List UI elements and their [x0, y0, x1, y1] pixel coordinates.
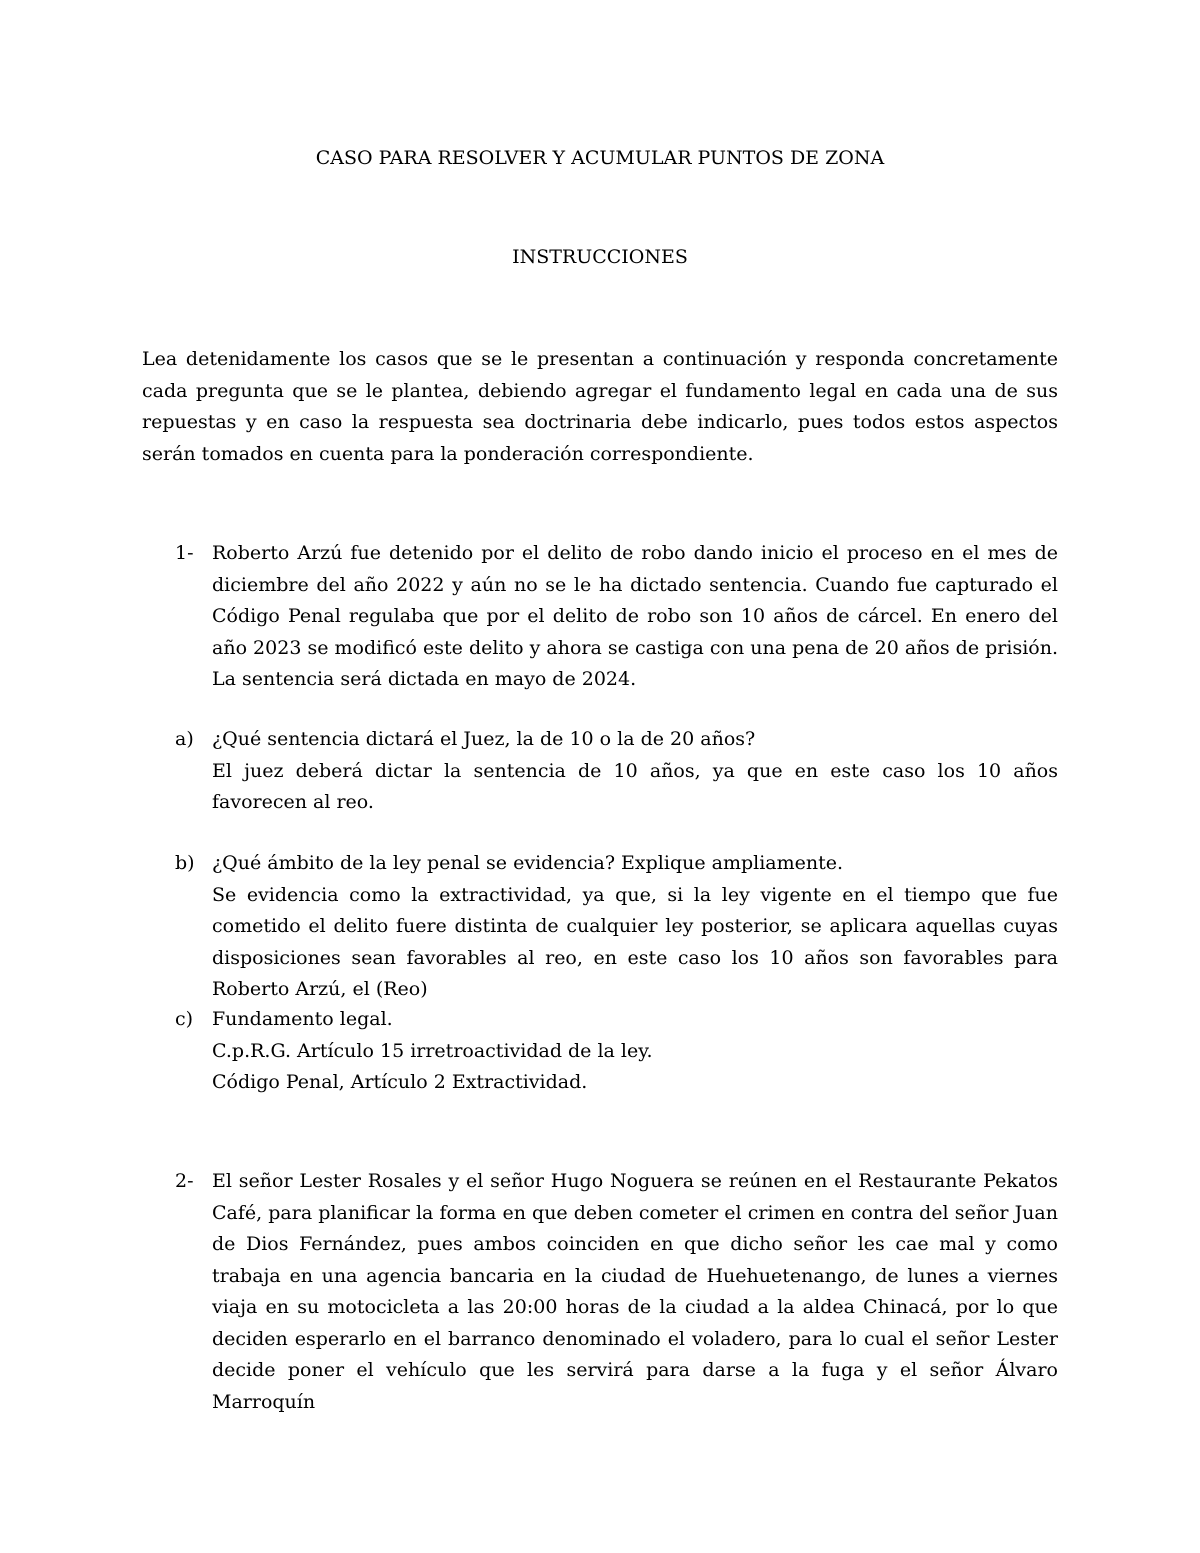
question-b-text: ¿Qué ámbito de la ley penal se evidencia? Explique ampliamente.	[212, 852, 844, 874]
question-c	[142, 1004, 1058, 1099]
question-a-answer: El juez deberá dictar la sentencia de 10 años, ya que en este caso los 10 años favorecen al reo.	[212, 759, 1058, 813]
case-2-number: 2-	[175, 1170, 194, 1192]
question-c-marker: c)	[175, 1008, 194, 1030]
case-1	[142, 538, 1058, 696]
question-a-marker: a)	[175, 728, 194, 750]
question-b-marker: b)	[175, 852, 195, 874]
question-a	[142, 724, 1058, 819]
instructions-paragraph: Lea detenidamente los casos que se le presentan a continuación y responda concretamente cada pregunta que se le plantea, debiendo agregar el fundamento legal en cada una de sus repuestas y en caso la respuesta sea doctrinaria debe indicarlo, pues todos estos aspectos serán tomados en cuenta para la ponderación correspondiente.	[142, 348, 1058, 465]
question-a-text: ¿Qué sentencia dictará el Juez, la de 10 o la de 20 años?	[212, 728, 756, 750]
case-1-number: 1-	[175, 542, 194, 564]
document-title: CASO PARA RESOLVER Y ACUMULAR PUNTOS DE ZONA	[315, 147, 885, 169]
legal-basis-heading: Fundamento legal.	[212, 1008, 393, 1030]
legal-basis-constitution: C.p.R.G. Artículo 15 irretroactividad de la ley.	[212, 1039, 653, 1062]
case-2	[142, 1166, 1058, 1418]
legal-basis-penal-code: Código Penal, Artículo 2 Extractividad.	[212, 1071, 588, 1093]
case-1-text: Roberto Arzú fue detenido por el delito de robo dando inicio el proceso en el mes de diciembre del año 2022 y aún no se le ha dictado sentencia. Cuando fue capturado el Código Penal regulaba que por el delito de robo son 10 años de cárcel. En enero del año 2023 se modificó este delito y ahora se castiga con una pena de 20 años de prisión. La sentencia será dictada en mayo de 2024.	[212, 542, 1058, 690]
instructions-heading: INSTRUCCIONES	[512, 246, 688, 268]
question-b	[142, 848, 1058, 1006]
case-2-text: El señor Lester Rosales y el señor Hugo Noguera se reúnen en el Restaurante Pekatos Café, para planificar la forma en que deben cometer el crimen en contra del señor Juan de Dios Fernández, pues ambos coinciden en que dicho señor les cae mal y como trabaja en una agencia bancaria en la ciudad de Huehuetenango, de lunes a viernes viaja en su motocicleta a las 20:00 horas de la ciudad a la aldea Chinacá, por lo que deciden esperarlo en el barranco denominado el voladero, para lo cual el señor Lester decide poner el vehículo que les servirá para darse a la fuga y el señor Álvaro Marroquín	[212, 1170, 1058, 1413]
question-b-answer: Se evidencia como la extractividad, ya que, si la ley vigente en el tiempo que fue cometido el delito fuere distinta de cualquier ley posterior, se aplicara aquellas cuyas disposiciones sean favorables al reo, en este caso los 10 años son favorables para Roberto Arzú, el (Reo)	[212, 883, 1058, 1000]
